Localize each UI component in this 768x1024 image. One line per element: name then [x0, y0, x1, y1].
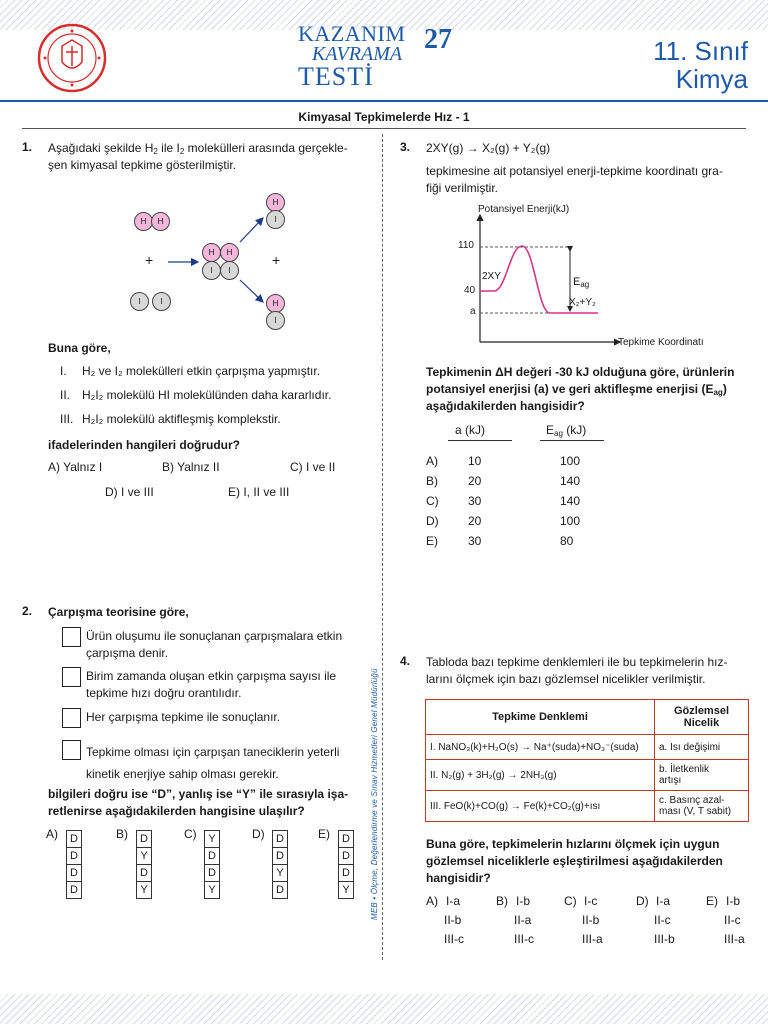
option-pairing: II-c: [724, 913, 741, 927]
question-number: 1.: [22, 140, 33, 154]
answer-cell: Y: [339, 882, 354, 899]
observation-table: [425, 699, 749, 822]
option-d[interactable]: D) I ve III: [105, 485, 154, 499]
checkbox-2[interactable]: [62, 667, 81, 687]
option-pairing: II-a: [514, 913, 532, 927]
energy-diagram: [440, 200, 740, 350]
statement-num: III.: [60, 412, 74, 426]
tick-a: a: [470, 306, 476, 317]
answer-cell: D: [339, 848, 354, 865]
answer-cell: D: [67, 882, 82, 899]
answer-cell: D: [205, 848, 220, 865]
answer-cell: D: [339, 831, 354, 848]
option-a-box[interactable]: [66, 830, 82, 899]
option-eag-value: 140: [560, 474, 581, 488]
option-pairing: II-c: [654, 913, 671, 927]
answer-cell: Y: [205, 882, 220, 899]
question-2-text: bilgileri doğru ise “D”, yanlış ise “Y” ile sırasıyla işa- retlenirse aşağıdakilerden hangisine ulaşılır?: [48, 787, 349, 818]
answer-cell: D: [339, 865, 354, 882]
atom-i: I: [152, 292, 171, 311]
table-row: III. FeO(k)+CO(g) → Fe(k)+CO₂(g)+ısı c. Basınç azal- ması (V, T sabit): [426, 791, 749, 822]
q2-item-1: Ürün oluşumu ile sonuçlanan çarpışmalara etkin çarpışma denir.: [86, 629, 343, 660]
plus-sign: +: [272, 252, 281, 268]
subject-label: Kimya: [675, 64, 748, 94]
q3-question: Tepkimenin ΔH değeri -30 kJ olduğuna göre, ürünlerin potansiyel enerjisi (a) ve geri aktifleşme enerjisi $(E_{ag})$ aşağıdakilerden hangisidir?: [426, 365, 735, 413]
option-a-value: 10: [468, 454, 482, 468]
answer-cell: Y: [273, 865, 288, 882]
atom-h: H: [220, 243, 239, 262]
meb-logo: [36, 22, 108, 94]
statement-3: H₂I₂ molekülü aktifleşmiş komplekstir.: [82, 412, 281, 426]
answer-cell: D: [67, 865, 82, 882]
question-1-body: [48, 340, 368, 454]
atom-i: I: [266, 210, 285, 229]
answer-cell: D: [205, 865, 220, 882]
option-a-value: 20: [468, 474, 482, 488]
answer-cell: D: [67, 848, 82, 865]
test-number: 27: [424, 24, 452, 55]
topic-rule: [22, 128, 746, 129]
option-c-label[interactable]: C): [184, 827, 197, 841]
grade-label: 11. Sınıf: [653, 36, 748, 66]
x-axis-label: Tepkime Koordinatı: [618, 337, 704, 348]
option-pairing: II-b: [444, 913, 462, 927]
option-d[interactable]: D): [636, 894, 649, 908]
q3-reaction: 2XY(g) → X₂(g) + Y₂(g): [426, 141, 551, 155]
option-c-box[interactable]: [204, 830, 220, 899]
atom-h: H: [151, 212, 170, 231]
option-d[interactable]: D): [426, 514, 439, 528]
option-pairing: I-a: [656, 894, 671, 908]
statement-2: H₂I₂ molekülü HI molekülünden daha kararlıdır.: [82, 388, 332, 402]
option-e[interactable]: E): [426, 534, 438, 548]
eag-label: $E_{ag}$: [573, 276, 590, 289]
table-header-equation: Tepkime Denklemi: [426, 700, 655, 735]
option-pairing: I-c: [584, 894, 598, 908]
option-b[interactable]: B) Yalnız II: [162, 460, 220, 474]
option-eag-value: 100: [560, 514, 581, 528]
option-pairing: III-c: [444, 932, 464, 946]
option-a[interactable]: A): [426, 454, 438, 468]
question-number: 2.: [22, 604, 33, 618]
answer-cell: D: [137, 831, 152, 848]
statement-num: I.: [60, 364, 67, 378]
side-caption: MEB • Ölçme, Değerlendirme ve Sınav Hizmetleri Genel Müdürlüğü: [370, 668, 379, 920]
tick-110: 110: [458, 240, 474, 251]
question-2-title: Çarpışma teorisine göre,: [48, 605, 189, 619]
option-pairing: I-b: [726, 894, 741, 908]
answer-cell: Y: [137, 848, 152, 865]
q3-col-a-rule: [448, 440, 512, 441]
atom-h: H: [202, 243, 221, 262]
option-eag-value: 100: [560, 454, 581, 468]
reactant-label: 2XY: [482, 271, 501, 282]
answer-cell: D: [273, 831, 288, 848]
table-header-observation: Gözlemsel Nicelik: [655, 700, 749, 735]
option-a[interactable]: A) Yalnız I: [48, 460, 103, 474]
option-pairing: I-b: [516, 894, 531, 908]
q3-stem: tepkimesine ait potansiyel enerji-tepkime koordinatı gra- fiği verilmiştir.: [426, 164, 723, 195]
molecule-diagram: [120, 190, 320, 335]
q4-stem: Tabloda bazı tepkime denklemleri ile bu tepkimelerin hız- larını ölçmek için bazı gözlemsel nicelikler verilmiştir.: [426, 655, 728, 686]
option-b-label[interactable]: B): [116, 827, 128, 841]
q4-question: Buna göre, tepkimelerin hızlarını ölçmek için uygun gözlemsel niceliklerle eşleştirilmesi aşağıdakilerden hangisidir?: [426, 837, 723, 885]
option-d-box[interactable]: [272, 830, 288, 899]
atom-i: I: [266, 311, 285, 330]
statement-num: II.: [60, 388, 71, 402]
answer-cell: D: [273, 882, 288, 899]
option-e[interactable]: E) I, II ve III: [228, 485, 290, 499]
option-pairing: I-a: [446, 894, 461, 908]
q2-item-4: Tepkime olması için çarpışan taneciklerin yeterli kinetik enerjiye sahip olması gerekir.: [86, 745, 340, 781]
q2-item-2: Birim zamanda oluşan etkin çarpışma sayısı ile tepkime hızı doğru orantılıdır.: [86, 669, 337, 700]
option-a-label[interactable]: A): [46, 827, 58, 841]
option-a-value: 20: [468, 514, 482, 528]
atom-i: I: [220, 261, 239, 280]
option-eag-value: 80: [560, 534, 574, 548]
answer-cell: D: [67, 831, 82, 848]
atom-h: H: [134, 212, 153, 231]
table-row: II. N₂(g) + 3H₂(g) → 2NH₃(g) b. İletkenlik artışı: [426, 760, 749, 791]
option-c[interactable]: C) I ve II: [290, 460, 336, 474]
topic-title: Kimyasal Tepkimelerde Hız - 1: [298, 110, 470, 124]
atom-i: I: [202, 261, 221, 280]
option-pairing: III-c: [514, 932, 534, 946]
y-axis-label: Potansiyel Enerji(kJ): [478, 204, 570, 215]
answer-cell: D: [137, 865, 152, 882]
option-a[interactable]: A): [426, 894, 438, 908]
option-e-box[interactable]: [338, 830, 354, 899]
option-b[interactable]: B): [426, 474, 438, 488]
q3-col-eag: $E_{ag}$ (kJ): [546, 423, 587, 438]
header-rule: [0, 100, 768, 102]
option-pairing: II-b: [582, 913, 600, 927]
option-e-label[interactable]: E): [318, 827, 330, 841]
checkbox-1[interactable]: [62, 627, 81, 647]
plus-sign: +: [145, 252, 154, 268]
option-b-box[interactable]: [136, 830, 152, 899]
q3-col-a: a (kJ): [455, 423, 485, 437]
statement-1: H₂ ve I₂ molekülleri etkin çarpışma yapmıştır.: [82, 364, 321, 378]
option-d-label[interactable]: D): [252, 827, 265, 841]
q2-item-3: Her çarpışma tepkime ile sonuçlanır.: [86, 710, 281, 724]
option-pairing: III-b: [654, 932, 675, 946]
prompt: Buna göre,: [48, 341, 111, 355]
bottom-hatch-band: [0, 994, 768, 1024]
option-eag-value: 140: [560, 494, 581, 508]
test-title: [298, 21, 433, 91]
title-line-3: TESTİ: [298, 62, 374, 91]
tick-40: 40: [464, 285, 476, 296]
title-line-2: KAVRAMA: [312, 43, 403, 65]
option-e[interactable]: E): [706, 894, 718, 908]
title-line-1: KAZANIM: [298, 21, 406, 46]
option-c[interactable]: C): [564, 894, 577, 908]
table-row: I. NaNO₃(k)+H₂O(s) → Na⁺(suda)+NO₃⁻(suda) a. Isı değişimi: [426, 735, 749, 760]
option-c[interactable]: C): [426, 494, 439, 508]
checkbox-4[interactable]: [62, 740, 81, 760]
option-b[interactable]: B): [496, 894, 508, 908]
option-a-value: 30: [468, 534, 482, 548]
option-pairing: III-a: [724, 932, 745, 946]
q3-col-eag-rule: [540, 440, 604, 441]
product-label: X₂+Y₂: [569, 297, 596, 308]
answer-cell: Y: [137, 882, 152, 899]
question-number: 3.: [400, 140, 411, 154]
option-pairing: III-a: [582, 932, 603, 946]
option-a-value: 30: [468, 494, 482, 508]
atom-h: H: [266, 294, 285, 313]
answer-cell: D: [273, 848, 288, 865]
column-divider: [382, 134, 383, 960]
atom-i: I: [130, 292, 149, 311]
answer-cell: Y: [205, 831, 220, 848]
checkbox-3[interactable]: [62, 708, 81, 728]
question-text: ifadelerinden hangileri doğrudur?: [48, 438, 241, 452]
atom-h: H: [266, 193, 285, 212]
question-number: 4.: [400, 654, 411, 668]
question-stem: Aşağıdaki şekilde $H_2$ ile $I_2$ molekülleri arasında gerçekle- şen kimyasal tepkime gösterilmiştir.: [48, 141, 348, 172]
